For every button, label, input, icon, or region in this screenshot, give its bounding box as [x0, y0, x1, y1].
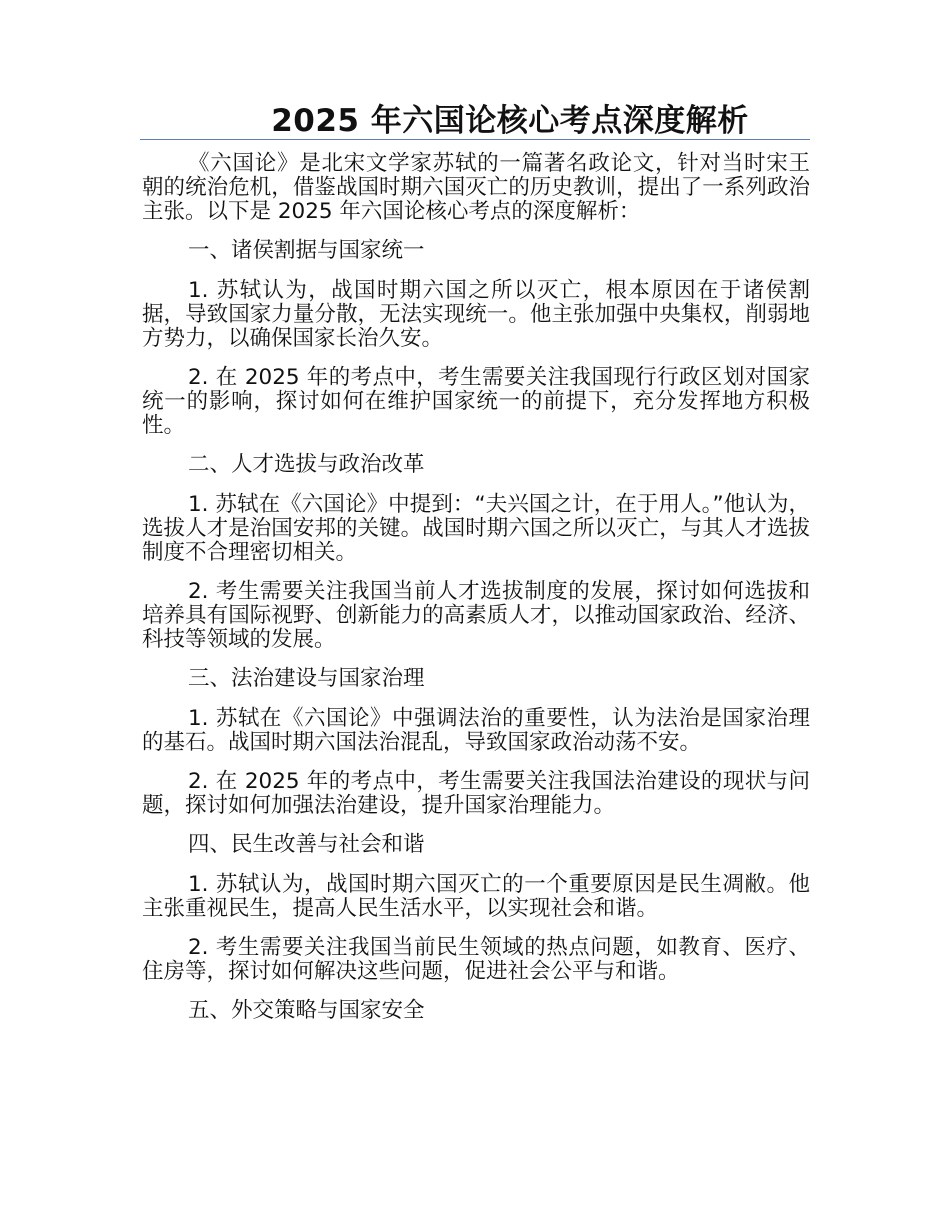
section-2-point-2: 2. 考生需要关注我国当前人才选拔制度的发展，探讨如何选拔和培养具有国际视野、创新能力的高素质人才，以推动国家政治、经济、科技等领域的发展。: [142, 579, 810, 652]
section-1-point-2: 2. 在 2025 年的考点中，考生需要关注我国现行行政区划对国家统一的影响，探讨如何在维护国家统一的前提下，充分发挥地方积极性。: [142, 365, 810, 438]
section-heading-4: 四、民生改善与社会和谐: [188, 832, 425, 857]
document-body: [142, 152, 810, 1039]
section-3-point-2: 2. 在 2025 年的考点中，考生需要关注我国法治建设的现状与问题，探讨如何加强法治建设，提升国家治理能力。: [142, 769, 810, 818]
intro-paragraph: 《六国论》是北宋文学家苏轼的一篇著名政论文，针对当时宋王朝的统治危机，借鉴战国时期六国灭亡的历史教训，提出了一系列政治主张。以下是 2025 年六国论核心考点的深度解析：: [142, 151, 810, 224]
title-underline: [140, 139, 810, 140]
section-2-point-1: 1. 苏轼在《六国论》中提到：“夫兴国之计，在于用人。”他认为，选拔人才是治国安邦的关键。战国时期六国之所以灭亡，与其人才选拔制度不合理密切相关。: [142, 492, 810, 565]
section-heading-2: 二、人才选拔与政治改革: [188, 452, 425, 477]
section-4-point-1: 1. 苏轼认为，战国时期六国灭亡的一个重要原因是民生凋敝。他主张重视民生，提高人民生活水平，以实现社会和谐。: [142, 872, 810, 921]
section-3-point-1: 1. 苏轼在《六国论》中强调法治的重要性，认为法治是国家治理的基石。战国时期六国法治混乱，导致国家政治动荡不安。: [142, 706, 810, 755]
section-4-point-2: 2. 考生需要关注我国当前民生领域的热点问题，如教育、医疗、住房等，探讨如何解决这些问题，促进社会公平与和谐。: [142, 935, 810, 984]
section-heading-1: 一、诸侯割据与国家统一: [188, 238, 425, 263]
document-title: 2025 年六国论核心考点深度解析: [271, 103, 749, 139]
section-1-point-1: 1. 苏轼认为，战国时期六国之所以灭亡，根本原因在于诸侯割据，导致国家力量分散，无法实现统一。他主张加强中央集权，削弱地方势力，以确保国家长治久安。: [142, 278, 810, 351]
section-heading-3: 三、法治建设与国家治理: [188, 666, 425, 691]
section-heading-5: 五、外交策略与国家安全: [188, 998, 425, 1023]
